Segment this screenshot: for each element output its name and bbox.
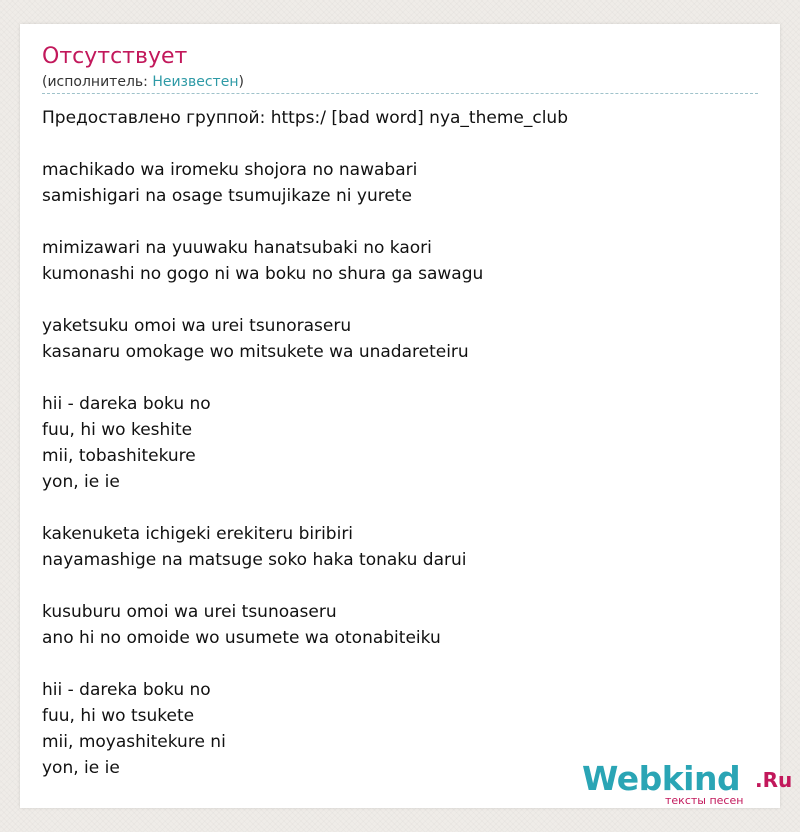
lyric-line: Предоставлено группой: https:/ [bad word] nya_theme_club — [42, 108, 568, 128]
lyric-line: mii, moyashitekure ni — [42, 732, 226, 752]
lyric-line: fuu, hi wo tsukete — [42, 706, 195, 726]
lyric-blank-line — [42, 131, 568, 157]
title-divider — [42, 93, 758, 94]
lyrics-text — [42, 105, 568, 781]
lyric-line: mimizawari na yuuwaku hanatsubaki no kaori — [42, 238, 432, 258]
lyric-blank-line — [42, 573, 568, 599]
logo-tagline: тексты песен — [665, 794, 744, 807]
logo-tld-text: .Ru — [755, 768, 793, 792]
lyric-line: kasanaru omokage wo mitsukete wa unadareteiru — [42, 342, 469, 362]
lyric-line: kusuburu omoi wa urei tsunoaseru — [42, 602, 337, 622]
lyric-blank-line — [42, 209, 568, 235]
lyric-line: yon, ie ie — [42, 758, 120, 778]
artist-prefix: (исполнитель: — [42, 74, 153, 90]
lyric-line: yaketsuku omoi wa urei tsunoraseru — [42, 316, 352, 336]
lyric-line: machikado wa iromeku shojora no nawabari — [42, 160, 418, 180]
lyrics-card — [20, 24, 793, 808]
song-title: Отсутствует — [42, 44, 188, 69]
lyric-line: samishigari na osage tsumujikaze ni yurete — [42, 186, 412, 206]
artist-suffix: ) — [238, 74, 244, 90]
lyric-line: hii - dareka boku no — [42, 680, 211, 700]
lyric-line: nayamashige na matsuge soko haka tonaku darui — [42, 550, 467, 570]
lyric-blank-line — [42, 365, 568, 391]
lyric-blank-line — [42, 287, 568, 313]
lyric-line: hii - dareka boku no — [42, 394, 211, 414]
lyric-line: ano hi no omoide wo usumete wa otonabiteiku — [42, 628, 441, 648]
lyric-line: mii, tobashitekure — [42, 446, 196, 466]
lyric-line: fuu, hi wo keshite — [42, 420, 193, 440]
artist-line — [42, 73, 244, 91]
logo-main-text: Webkind — [582, 759, 741, 798]
lyric-blank-line — [42, 495, 568, 521]
webkind-logo[interactable] — [582, 759, 793, 815]
artist-link[interactable]: Неизвестен — [152, 74, 239, 90]
lyric-line: kakenuketa ichigeki erekiteru biribiri — [42, 524, 354, 544]
lyric-line: kumonashi no gogo ni wa boku no shura ga sawagu — [42, 264, 484, 284]
lyric-line: yon, ie ie — [42, 472, 120, 492]
lyric-blank-line — [42, 651, 568, 677]
